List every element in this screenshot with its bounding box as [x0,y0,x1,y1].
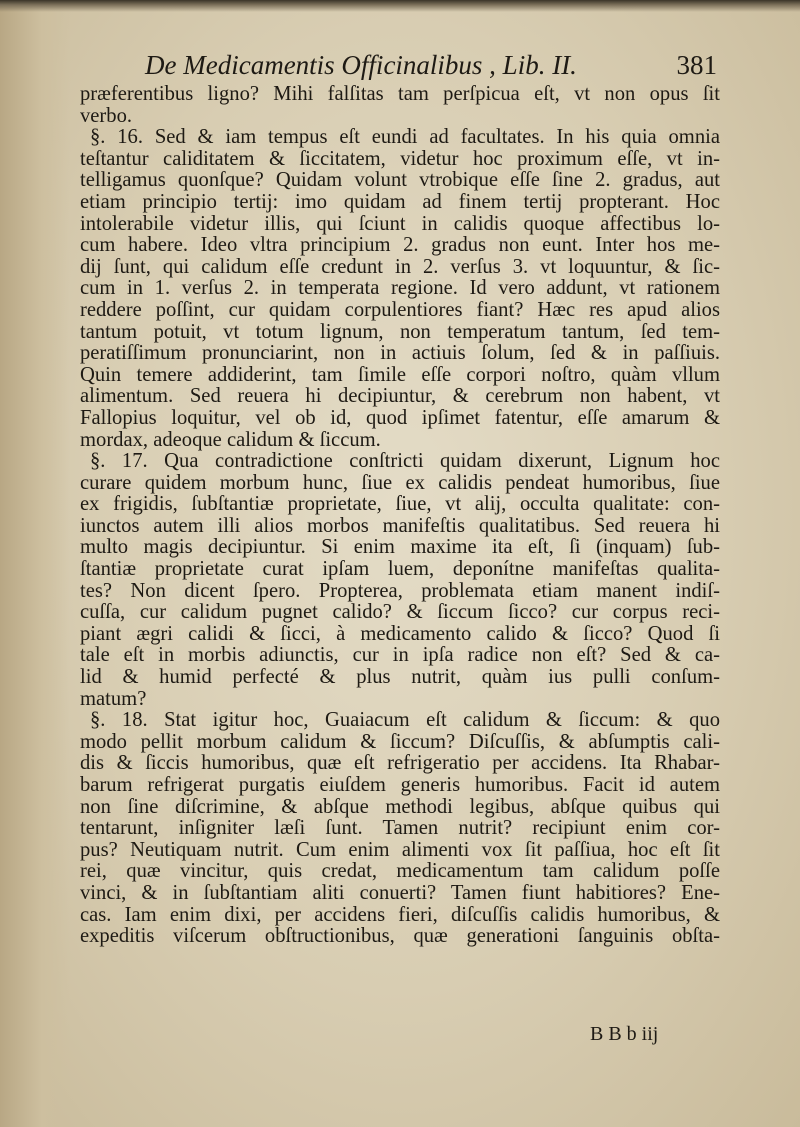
text-line: piant ægri calidi & ſicci, à medicamento calido & ſicco? Quod ſi [80,622,720,645]
text-line: non ſine diſcrimine, & abſque methodi legibus, abſque quibus qui [80,795,720,818]
text-line: ſtantiæ proprietate curat ipſam luem, deponítne manifeſtas qualita- [80,558,720,581]
text-line: alimentum. Sed reuera hi decipiuntur, & cerebrum non habent, vt [80,385,720,408]
text-line: intolerabile videtur illis, qui ſciunt in calidis quoque affectibus lo- [80,212,720,235]
text-line: tantum potuit, vt totum lignum, non temperatum tantum, ſed tem- [80,320,720,343]
text-line: reddere poſſint, cur quidam corpulentiores fiant? Hæc res apud alios [80,298,720,321]
text-line: præferentibus ligno? Mihi falſitas tam perſpicua eſt, vt non opus ſit [80,83,720,105]
text-line: modo pellit morbum calidum & ſiccum? Diſcuſſis, & abſumptis cali- [80,730,720,753]
text-line: teſtantur caliditatem & ſiccitatem, videtur hoc proximum eſſe, vt in- [80,147,720,170]
text-line: lid & humid perfecté & plus nutrit, quàm ius pulli conſum- [80,666,720,689]
text-line: tale eſt in morbis adiunctis, cur in ipſa radice non eſt? Sed & ca- [80,644,720,667]
text-line: rei, quæ vincitur, quis credat, medicamentum tam calidum poſſe [80,860,720,883]
signature-mark: B B b iij [590,1023,659,1045]
running-header [145,50,717,81]
text-line: cum in 1. verſus 2. in temperata regione. Id vero addunt, vt rationem [80,277,720,300]
text-line: barum refrigerat purgatis eiuſdem generis humoribus. Facit id autem [80,774,720,796]
text-line: vinci, & in ſubſtantiam aliti conuerti? Tamen fiunt habitiores? Ene- [80,881,720,904]
text-line: tentarunt, inſigniter læſi ſunt. Tamen nutrit? recipiunt enim cor- [80,817,720,840]
body-text [80,84,720,948]
text-line: cas. Iam enim dixi, per accidens fieri, diſcuſſis calidis humoribus, & [80,903,720,926]
text-line: cum habere. Ideo vltra principium 2. gradus non eunt. Inter hos me- [80,234,720,257]
text-line: verbo. [80,104,133,127]
text-line: §. 16. Sed & iam tempus eſt eundi ad facultates. In his quia omnia [90,126,720,149]
text-line: Fallopius loquitur, vel ob id, quod ipſimet fatentur, eſſe amarum & [80,406,720,429]
text-line: Quin temere addiderint, tam ſimile eſſe corpori noſtro, quàm vllum [80,363,720,386]
text-line: cuſſa, cur calidum pugnet calido? & ſiccum ſicco? cur corpus reci- [80,601,720,624]
text-line: telligamus quonſque? Quidam volunt vtrobique eſſe ſine 2. gradus, aut [80,169,720,192]
page-number: 381 [676,50,717,80]
text-line: mordax, adeoque calidum & ſiccum. [80,428,381,451]
text-line: matum? [80,687,147,710]
text-line: §. 17. Qua contradictione conſtricti quidam dixerunt, Lignum hoc [90,450,720,473]
header-title: De Medicamentis Officinalibus , Lib. II. [145,50,577,80]
text-line: pus? Neutiquam nutrit. Cum enim alimenti vox ſit paſſiua, hoc eſt ſit [80,838,720,861]
text-line: ex frigidis, ſubſtantiæ proprietate, ſiue, vt alij, occulta qualitate: con- [80,493,720,516]
text-line: dis & ſiccis humoribus, quæ eſt refrigeratio per accidens. Ita Rhabar- [80,752,720,775]
text-line: expeditis viſcerum obſtructionibus, quæ generationi ſanguinis obſta- [80,925,720,948]
text-line: multo magis decipiuntur. Si enim maxime ita eſt, ſi (inquam) ſub- [80,536,720,559]
text-line: curare quidem morbum hunc, ſiue ex calidis pendeat humoribus, ſiue [80,471,720,494]
text-line: §. 18. Stat igitur hoc, Guaiacum eſt calidum & ſiccum: & quo [90,709,720,732]
text-line: tes? Non dicent ſpero. Propterea, problemata etiam manent indiſ- [80,579,720,602]
text-line: peratiſſimum pronunciarint, non in actiuis ſolum, ſed & in paſſiuis. [80,342,720,365]
text-line: iunctos autem illi alios morbos manifeſtis qualitatibus. Sed reuera hi [80,514,720,537]
text-line: dij ſunt, qui calidum eſſe credunt in 2. verſus 3. vt loquuntur, & ſic- [80,255,720,278]
text-line: etiam principio tertij: imo quidam ad finem tertij propterant. Hoc [80,190,720,213]
